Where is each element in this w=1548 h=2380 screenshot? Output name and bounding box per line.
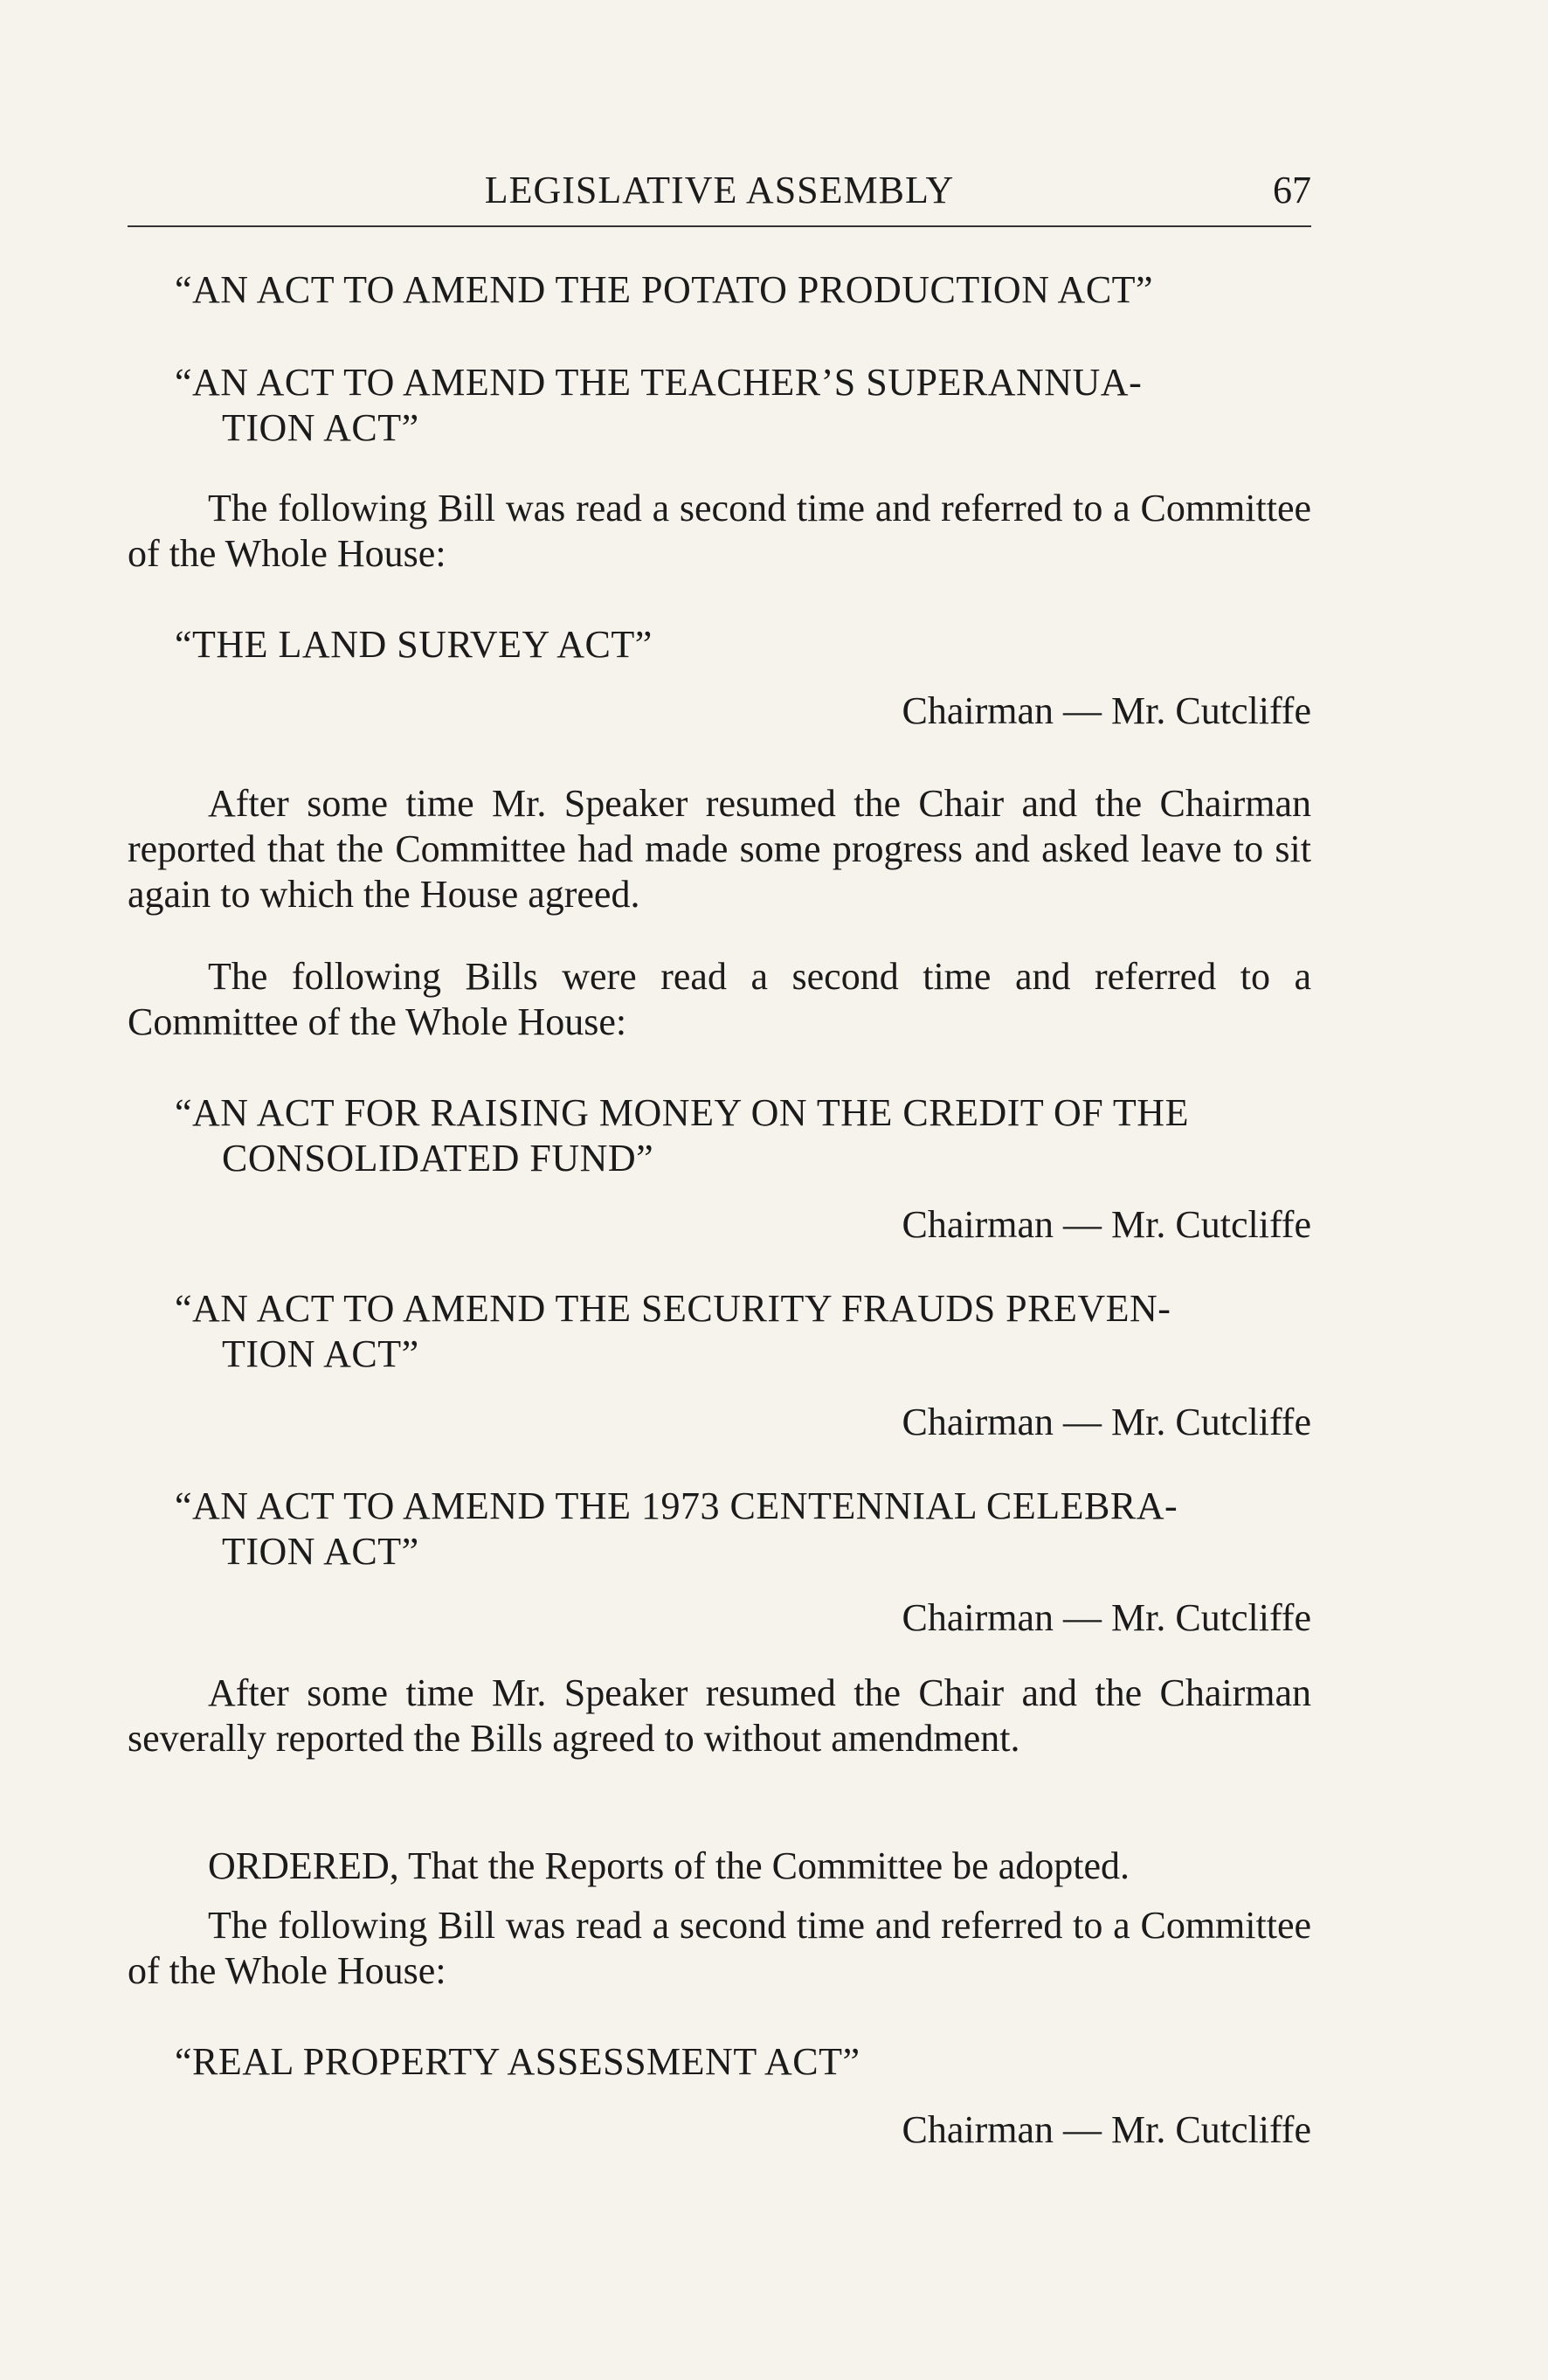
bill-title-potato-text: “AN ACT TO AMEND THE POTATO PRODUCTION ACT” [175, 268, 1154, 311]
paragraph-text: The following Bill was read a second time and referred to a Committee of the Whole House: [128, 1904, 1311, 1992]
bill-title-real-property [175, 2039, 860, 2085]
bill-title-real-property-text: “REAL PROPERTY ASSESSMENT ACT” [175, 2040, 860, 2083]
header-title: LEGISLATIVE ASSEMBLY [484, 169, 955, 211]
bill-title-centennial-line1: “AN ACT TO AMEND THE 1973 CENTENNIAL CELEBRA- [175, 1484, 1178, 1527]
paragraph-bills-agreed [128, 1671, 1311, 1761]
paragraph-second-reading-2 [128, 954, 1311, 1045]
bill-title-raising-money-line2: CONSOLIDATED FUND” [222, 1137, 654, 1180]
bill-title-teachers-line1: “AN ACT TO AMEND THE TEACHER’S SUPERANNUA- [175, 361, 1143, 404]
paragraph-progress-report [128, 781, 1311, 917]
page-number: 67 [1273, 169, 1311, 211]
chairman-line-1: Chairman — Mr. Cutcliffe [902, 689, 1311, 732]
bill-title-security-frauds-line2: TION ACT” [222, 1332, 419, 1375]
bill-title-raising-money [175, 1090, 1189, 1181]
chairman-line-3: Chairman — Mr. Cutcliffe [902, 1401, 1311, 1443]
paragraph-ordered [128, 1844, 1311, 1889]
bill-title-potato [175, 267, 1153, 313]
header-rule [128, 225, 1311, 227]
paragraph-text: ORDERED, That the Reports of the Committee be adopted. [208, 1844, 1130, 1887]
bill-title-security-frauds-line1: “AN ACT TO AMEND THE SECURITY FRAUDS PREVEN- [175, 1287, 1171, 1330]
paragraph-second-reading-3 [128, 1903, 1311, 1994]
paragraph-text: After some time Mr. Speaker resumed the Chair and the Chairman severally reported the Bills agreed to without amendment. [128, 1671, 1311, 1760]
chairman-line-5: Chairman — Mr. Cutcliffe [902, 2108, 1311, 2151]
bill-title-land-survey [175, 622, 653, 668]
page-header [128, 166, 1311, 218]
chairman-line-2: Chairman — Mr. Cutcliffe [902, 1203, 1311, 1246]
bill-title-security-frauds [175, 1286, 1171, 1377]
page [128, 166, 1311, 2151]
paragraph-text: The following Bills were read a second time and referred to a Committee of the Whole House: [128, 955, 1311, 1043]
bill-title-teachers-line2: TION ACT” [222, 406, 419, 449]
paragraph-second-reading-1 [128, 486, 1311, 577]
bill-title-centennial-line2: TION ACT” [222, 1530, 419, 1573]
bill-title-raising-money-line1: “AN ACT FOR RAISING MONEY ON THE CREDIT OF THE [175, 1091, 1189, 1134]
bill-title-teachers [175, 360, 1142, 451]
bill-title-centennial [175, 1484, 1178, 1574]
paragraph-text: After some time Mr. Speaker resumed the Chair and the Chairman reported that the Committee had made some progress and asked leave to sit again to which the House agreed. [128, 782, 1311, 916]
chairman-line-4: Chairman — Mr. Cutcliffe [902, 1596, 1311, 1639]
bill-title-land-survey-text: “THE LAND SURVEY ACT” [175, 623, 653, 666]
paragraph-text: The following Bill was read a second time and referred to a Committee of the Whole House: [128, 487, 1311, 575]
